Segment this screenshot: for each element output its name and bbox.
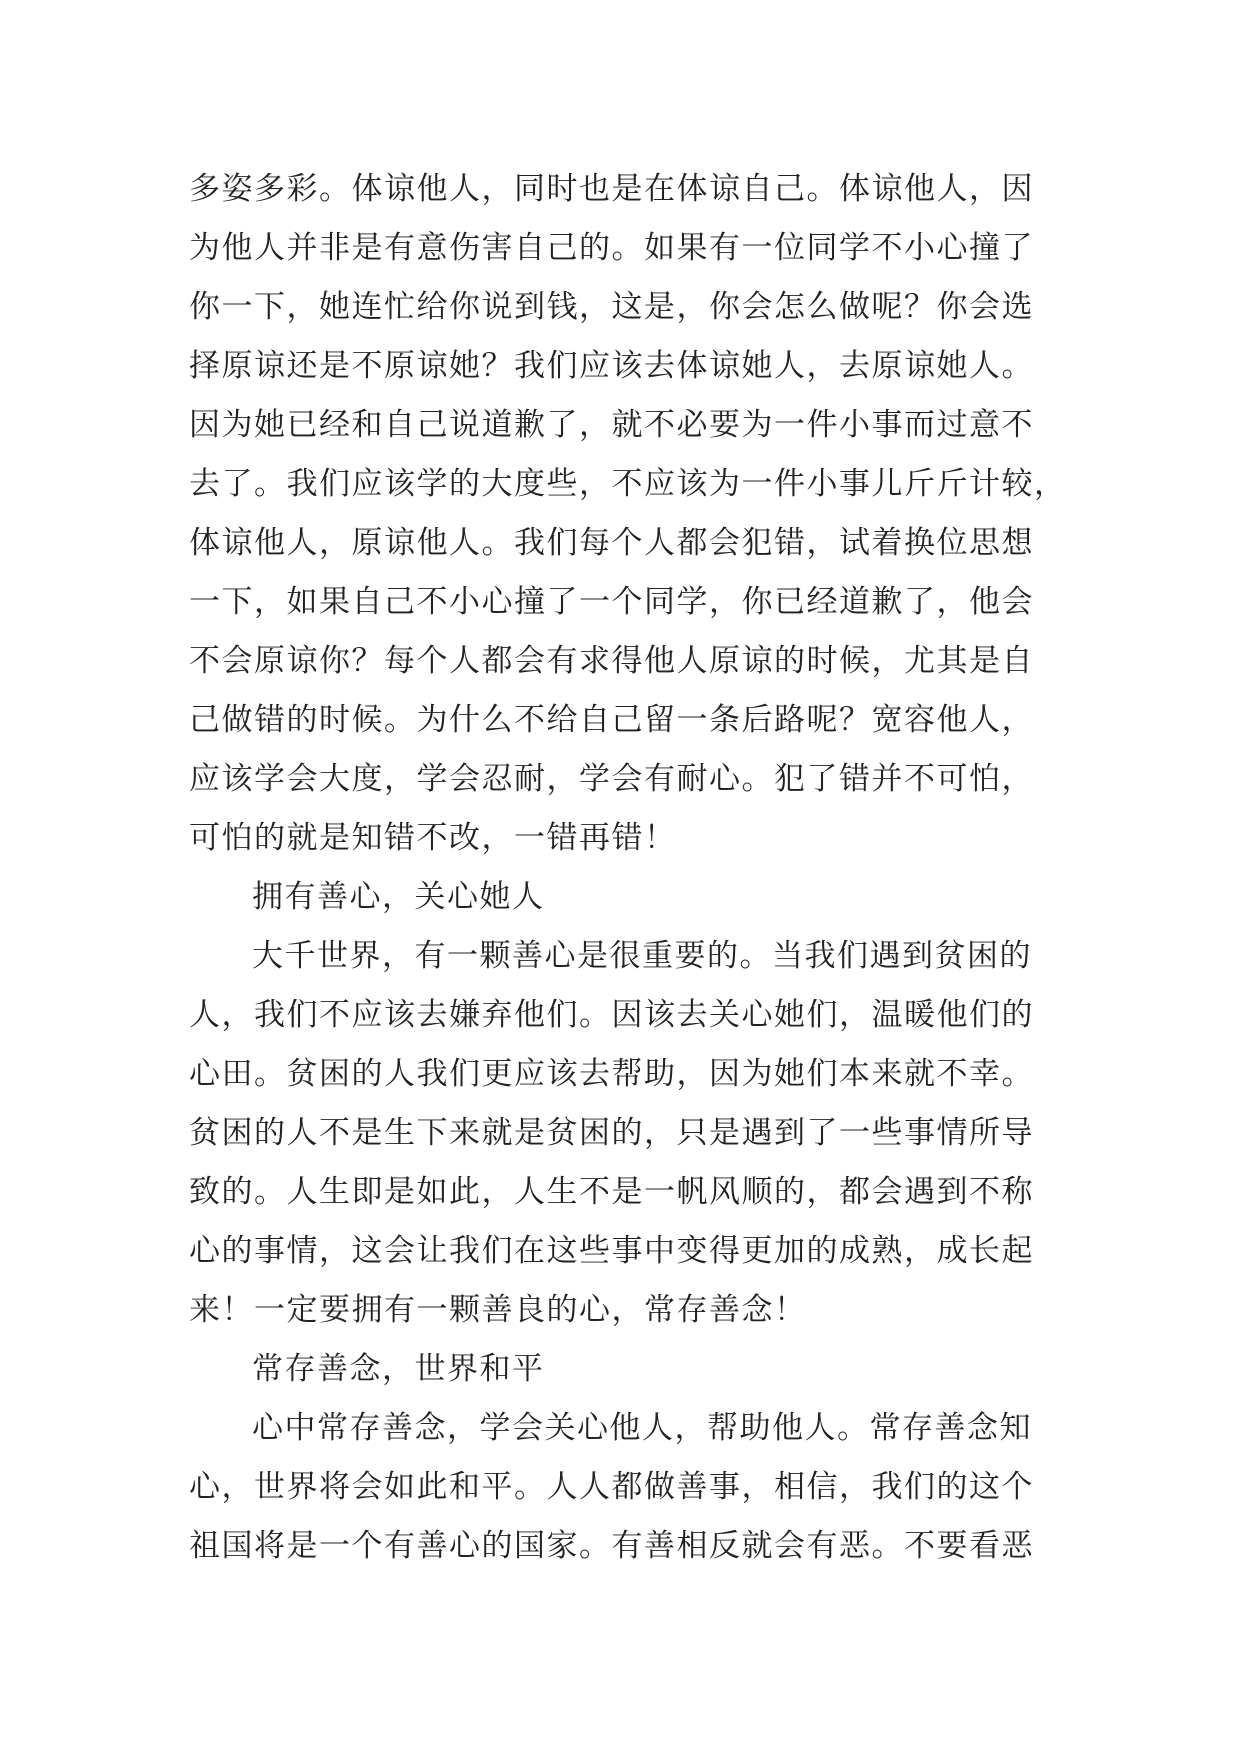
paragraph-line: 致的。人生即是如此，人生不是一帆风顺的，都会遇到不称 [189, 1174, 1034, 1210]
paragraph-line: 贫困的人不是生下来就是贫困的，只是遇到了一些事情所导 [189, 1115, 1034, 1151]
document-body [189, 160, 1069, 1576]
paragraph-line-indented: 常存善念，世界和平 [252, 1351, 545, 1387]
paragraph-line: 择原谅还是不原谅她？我们应该去体谅她人，去原谅她人。 [189, 348, 1034, 384]
paragraph-line: 体谅他人，原谅他人。我们每个人都会犯错，试着换位思想 [189, 525, 1034, 561]
paragraph-line: 心的事情，这会让我们在这些事中变得更加的成熟，成长起 [189, 1233, 1034, 1269]
paragraph-line: 己做错的时候。为什么不给自己留一条后路呢？宽容他人， [189, 702, 1034, 738]
paragraph-line: 你一下，她连忙给你说到钱，这是，你会怎么做呢？你会选 [189, 289, 1034, 325]
paragraph-line-indented: 大千世界，有一颗善心是很重要的。当我们遇到贫困的 [252, 938, 1032, 974]
paragraph-line: 可怕的就是知错不改，一错再错！ [189, 820, 677, 856]
paragraph-line: 一下，如果自己不小心撞了一个同学，你已经道歉了，他会 [189, 584, 1034, 620]
paragraph-line: 人，我们不应该去嫌弃他们。因该去关心她们，温暖他们的 [189, 997, 1034, 1033]
paragraph-line-indented: 拥有善心，关心她人 [252, 879, 545, 915]
paragraph-line: 祖国将是一个有善心的国家。有善相反就会有恶。不要看恶 [189, 1528, 1034, 1564]
paragraph-line: 来！一定要拥有一颗善良的心，常存善念！ [189, 1292, 807, 1328]
paragraph-line: 为他人并非是有意伤害自己的。如果有一位同学不小心撞了 [189, 230, 1034, 266]
paragraph-line: 心田。贫困的人我们更应该去帮助，因为她们本来就不幸。 [189, 1056, 1034, 1092]
paragraph-line: 应该学会大度，学会忍耐，学会有耐心。犯了错并不可怕， [189, 761, 1034, 797]
paragraph-line-indented: 心中常存善念，学会关心他人，帮助他人。常存善念知 [252, 1410, 1032, 1446]
paragraph-line: 心，世界将会如此和平。人人都做善事，相信，我们的这个 [189, 1469, 1034, 1505]
paragraph-line: 不会原谅你？每个人都会有求得他人原谅的时候，尤其是自 [189, 643, 1034, 679]
paragraph-line: 多姿多彩。体谅他人，同时也是在体谅自己。体谅他人，因 [189, 171, 1034, 207]
paragraph-line: 因为她已经和自己说道歉了，就不必要为一件小事而过意不 [189, 407, 1034, 443]
paragraph-line: 去了。我们应该学的大度些，不应该为一件小事儿斤斤计较， [189, 466, 1067, 502]
